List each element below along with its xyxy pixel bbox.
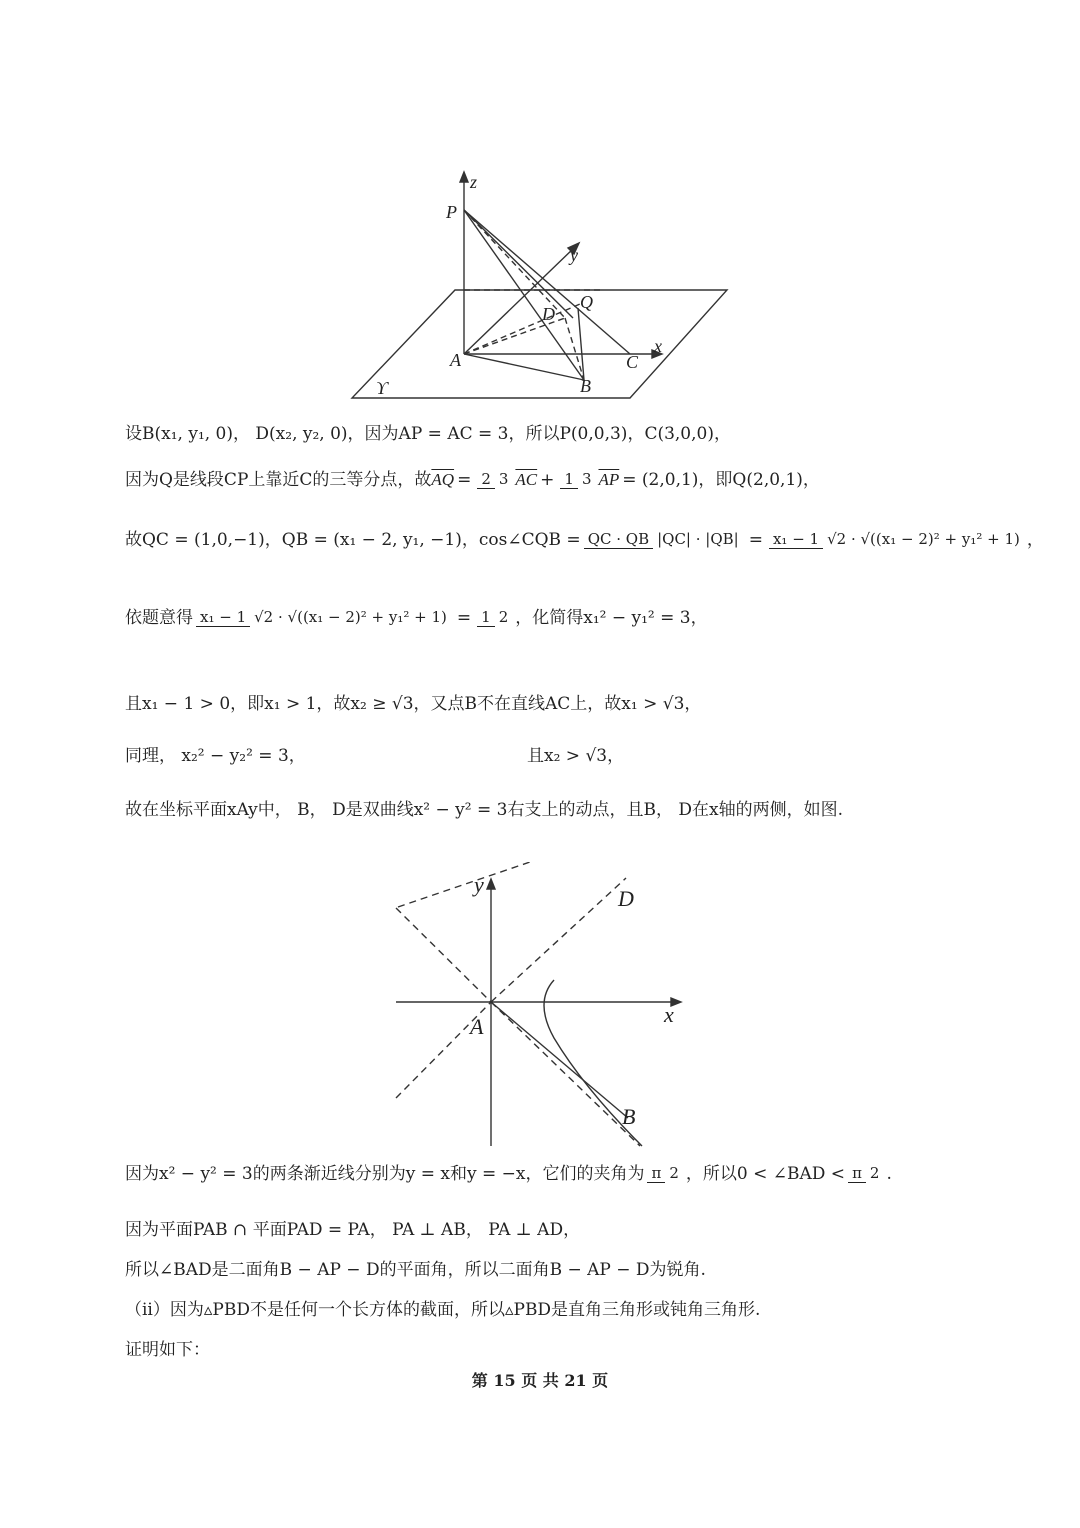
frac-cos-coords: x₁ − 1 √2 · √((x₁ − 2)² + y₁² + 1) <box>769 531 1024 549</box>
line-11: （ii）因为▵PBD不是任何一个长方体的截面，所以▵PBD是直角三角形或钝角三角形. <box>125 1300 761 1320</box>
figure-3d-pyramid <box>340 168 740 404</box>
frac-condition: x₁ − 1 √2 · √((x₁ − 2)² + y₁² + 1) <box>196 609 451 627</box>
frac-half: 1 2 <box>477 609 512 627</box>
label-C: C <box>626 352 639 372</box>
line-7: 故在坐标平面xAy中， B， D是双曲线x² − y² = 3右支上的动点，且B， D在x轴的两侧，如图. <box>125 800 843 820</box>
label-A: A <box>450 350 461 370</box>
frac-1-3: 1 3 <box>560 471 595 489</box>
frac-cos-vectors: QC · QB |QC| · |QB| <box>584 531 743 549</box>
frac-pi-2-b: π 2 <box>848 1165 883 1183</box>
label-x: x <box>664 1002 674 1027</box>
line-4: 依题意得 x₁ − 1 √2 · √((x₁ − 2)² + y₁² + 1) = 1 2 ，化简得x₁² − y₁² = 3， <box>125 608 708 628</box>
label-y: y <box>570 245 578 265</box>
line-10: 所以∠BAD是二面角B − AP − D的平面角，所以二面角B − AP − D为锐角. <box>125 1260 706 1280</box>
label-B: B <box>580 376 591 396</box>
y-axis-arrow <box>487 879 495 889</box>
segment-AB <box>491 1002 628 1118</box>
line-5: 且x₁ − 1 > 0，即x₁ > 1，故x₂ ≥ √3，又点B不在直线AC上，故x₁ > √3， <box>125 694 702 714</box>
label-D: D <box>542 304 555 324</box>
label-D: D <box>618 886 634 911</box>
line-9: 因为平面PAB ∩ 平面PAD = PA， PA ⊥ AB， PA ⊥ AD， <box>125 1220 581 1240</box>
label-z: z <box>470 172 478 192</box>
y-axis <box>464 246 576 354</box>
asymptote-y-eq-x <box>398 862 618 907</box>
label-plane: ϒ <box>376 378 388 398</box>
frac-pi-2-a: π 2 <box>647 1165 682 1183</box>
label-P: P <box>446 202 457 222</box>
asymptote-upper-left <box>396 908 491 1002</box>
z-axis-arrow <box>460 172 468 182</box>
line-1: 设B(x₁, y₁, 0)， D(x₂, y₂, 0)，因为AP = AC = 3，所以P(0,0,3)，C(3,0,0)， <box>125 424 731 444</box>
dash-PD <box>464 210 565 318</box>
asymptote-upper-right <box>491 878 626 1002</box>
label-A: A <box>470 1014 484 1039</box>
line-3: 故QC = (1,0,−1)，QB = (x₁ − 2, y₁, −1)，cos∠CQB = QC · QB |QC| · |QB| = x₁ − 1 √2 · √((x₁ − 2)² + y₁² + 1) ， <box>125 530 1044 550</box>
asymptote-y-eq-negx <box>491 1002 640 1146</box>
edge-AB <box>464 354 584 380</box>
line-8: 因为x² − y² = 3的两条渐近线分别为y = x和y = −x，它们的夹角为 π 2 ，所以0 < ∠BAD < π 2 . <box>125 1164 892 1184</box>
label-Q: Q <box>580 292 593 312</box>
label-x: x <box>654 336 662 356</box>
figure-hyperbola <box>388 862 688 1152</box>
dash-AQ <box>464 304 580 354</box>
edge-PC <box>464 210 630 354</box>
line-2: 因为Q是线段CP上靠近C的三等分点，故 $\overline{AQ}$ = 2 3 $\overline{AC}$ + 1 3 $\overline{AP}$ = (2,0,1)，即Q(2,0,1)， <box>125 470 820 490</box>
line-12: 证明如下： <box>125 1340 210 1360</box>
label-B: B <box>622 1104 636 1129</box>
page-number: 第 15 页 共 21 页 <box>471 1371 609 1390</box>
label-y: y <box>474 872 484 897</box>
frac-2-3: 2 3 <box>477 471 512 489</box>
plane-outline <box>352 290 727 398</box>
line-6: 同理， x₂² − y₂² = 3， 且x₂ > √3， <box>125 746 625 766</box>
